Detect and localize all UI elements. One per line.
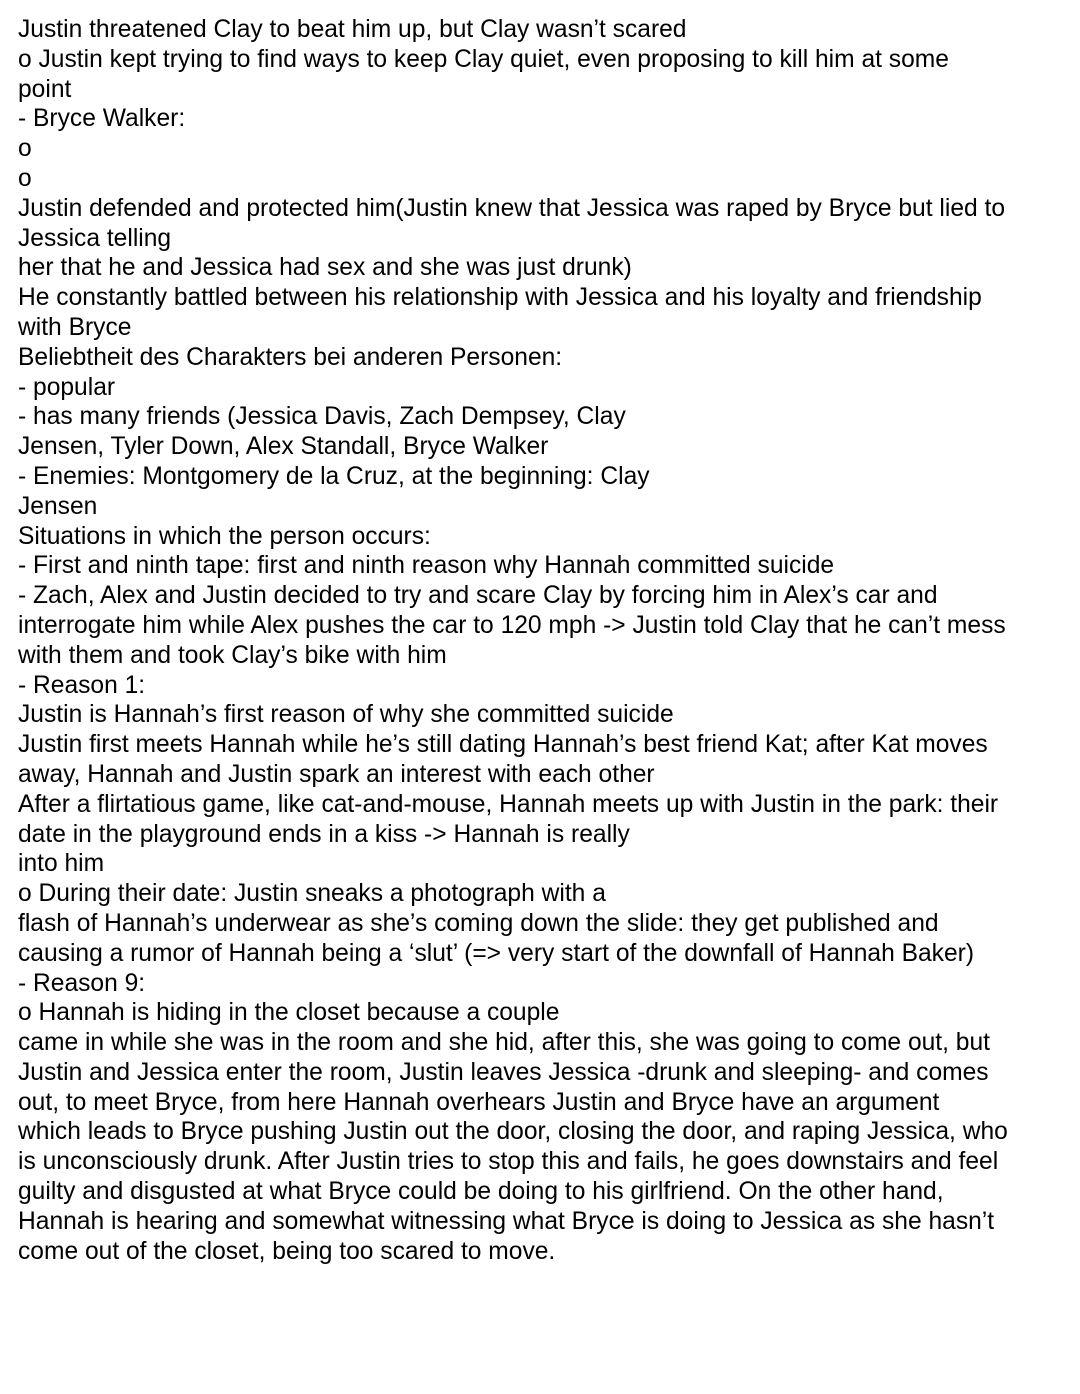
text-line: Justin and Jessica enter the room, Justin leaves Jessica -drunk and sleeping- and comes: [18, 1058, 989, 1086]
text-line: Jessica telling: [18, 224, 172, 252]
text-line: - Enemies: Montgomery de la Cruz, at the beginning: Clay: [18, 462, 650, 490]
text-line: - Zach, Alex and Justin decided to try and scare Clay by forcing him in Alex’s car and: [18, 582, 938, 610]
text-line: which leads to Bryce pushing Justin out the door, closing the door, and raping Jessica, who: [18, 1118, 1008, 1146]
text-line: o Hannah is hiding in the closet because a couple: [18, 999, 560, 1027]
text-line: with Bryce: [18, 313, 132, 341]
text-line: Justin first meets Hannah while he’s still dating Hannah’s best friend Kat; after Kat moves: [18, 731, 988, 759]
text-line: o: [18, 164, 32, 192]
text-line: away, Hannah and Justin spark an interest with each other: [18, 760, 655, 788]
document-page: [18, 15, 1068, 1266]
text-line: He constantly battled between his relationship with Jessica and his loyalty and friendship: [18, 284, 982, 312]
text-line: After a flirtatious game, like cat-and-mouse, Hannah meets up with Justin in the park: their: [18, 790, 999, 818]
text-line: with them and took Clay’s bike with him: [18, 641, 447, 669]
text-line: Situations in which the person occurs:: [18, 522, 431, 550]
text-line: Justin threatened Clay to beat him up, but Clay wasn’t scared: [18, 16, 687, 43]
text-line: is unconsciously drunk. After Justin tries to stop this and fails, he goes downstairs and feel: [18, 1148, 999, 1176]
text-line: - First and ninth tape: first and ninth reason why Hannah committed suicide: [18, 552, 835, 580]
text-line: point: [18, 75, 72, 103]
text-line: interrogate him while Alex pushes the car to 120 mph -> Justin told Clay that he can’t mess: [18, 611, 1006, 639]
text-line: flash of Hannah’s underwear as she’s coming down the slide: they get published and: [18, 909, 939, 937]
text-line: Justin is Hannah’s first reason of why she committed suicide: [18, 701, 674, 729]
text-line: guilty and disgusted at what Bryce could be doing to his girlfriend. On the other hand,: [18, 1178, 944, 1206]
text-line: her that he and Jessica had sex and she was just drunk): [18, 254, 632, 282]
text-line: causing a rumor of Hannah being a ‘slut’ (=> very start of the downfall of Hannah Baker): [18, 939, 975, 967]
text-line: Justin defended and protected him(Justin knew that Jessica was raped by Bryce but lied to: [18, 194, 1006, 222]
text-line: Beliebtheit des Charakters bei anderen Personen:: [18, 343, 563, 371]
text-line: came in while she was in the room and she hid, after this, she was going to come out, but: [18, 1029, 990, 1057]
text-line: - Reason 1:: [18, 671, 146, 699]
text-line: date in the playground ends in a kiss -> Hannah is really: [18, 820, 630, 848]
text-line: - Reason 9:: [18, 969, 146, 997]
text-line: o Justin kept trying to find ways to keep Clay quiet, even proposing to kill him at some: [18, 45, 949, 73]
text-line: Jensen, Tyler Down, Alex Standall, Bryce Walker: [18, 433, 549, 461]
text-line: out, to meet Bryce, from here Hannah overhears Justin and Bryce have an argument: [18, 1088, 940, 1116]
text-line: - Bryce Walker:: [18, 105, 186, 133]
text-line: o: [18, 135, 32, 163]
text-line: - has many friends (Jessica Davis, Zach Dempsey, Clay: [18, 403, 626, 431]
text-line: - popular: [18, 373, 116, 401]
text-line: come out of the closet, being too scared to move.: [18, 1237, 556, 1265]
text-line: Jensen: [18, 492, 98, 520]
text-line: Hannah is hearing and somewhat witnessing what Bryce is doing to Jessica as she hasn’t: [18, 1207, 995, 1235]
text-line: into him: [18, 850, 105, 878]
text-line: o During their date: Justin sneaks a photograph with a: [18, 880, 606, 908]
